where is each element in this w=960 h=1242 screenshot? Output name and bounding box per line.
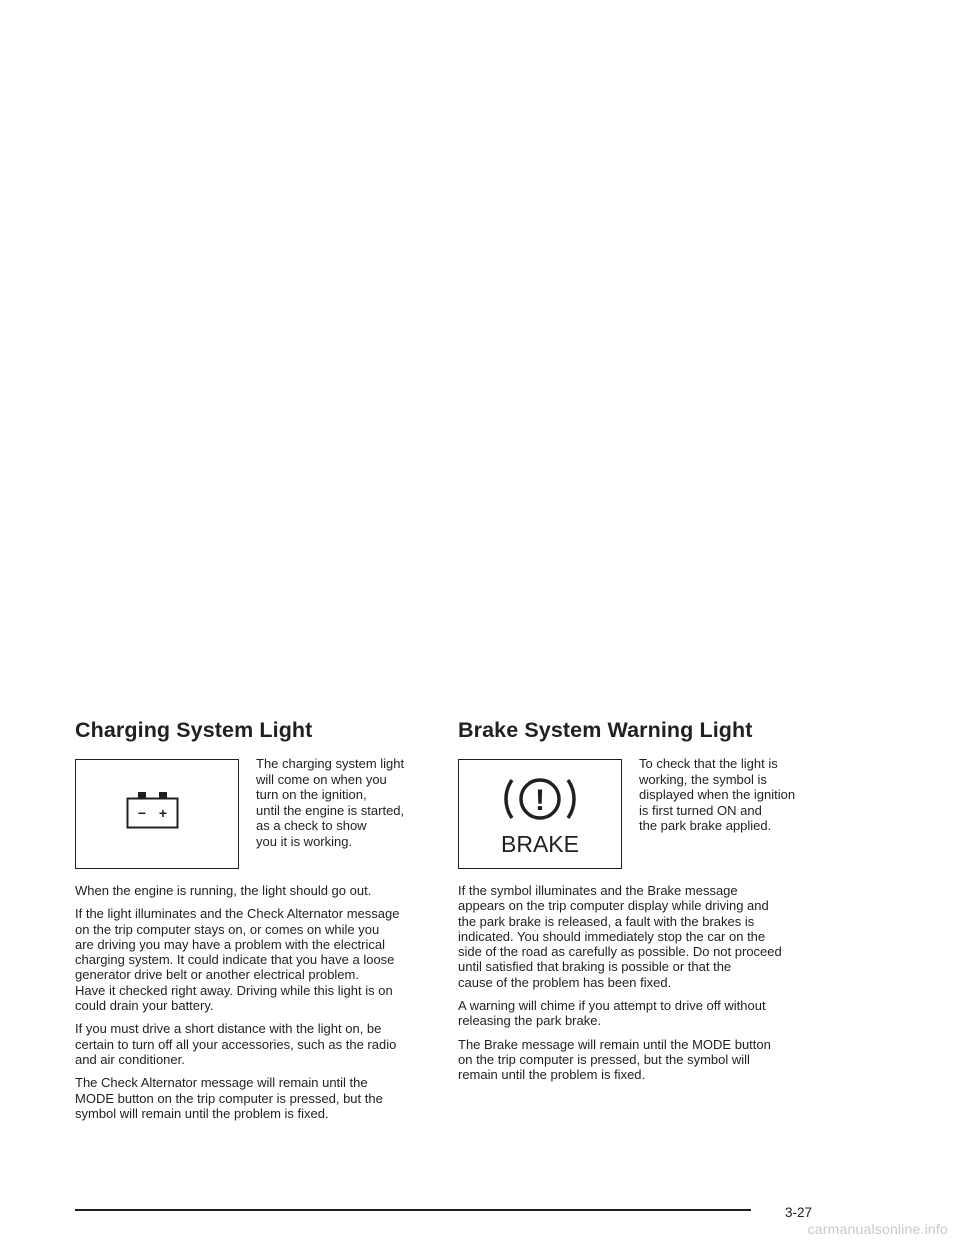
- battery-minus-sign: −: [137, 805, 147, 821]
- brake-system-section: [458, 716, 818, 1091]
- charging-intro: [75, 756, 435, 869]
- text-line: as a check to show: [256, 818, 367, 834]
- text-line: symbol will remain until the problem is fixed.: [75, 1105, 329, 1121]
- brake-paragraph-3: [458, 1037, 818, 1083]
- text-line: certain to turn off all your accessories, such as the radio: [75, 1036, 397, 1052]
- brake-intro: [458, 756, 818, 869]
- charging-icon-frame: [75, 759, 239, 869]
- brake-paragraph-1: [458, 883, 818, 990]
- text-line: you it is working.: [256, 833, 353, 849]
- charging-paragraph-1: [75, 883, 435, 898]
- charging-intro-text: [256, 756, 435, 850]
- text-line: The charging system light: [256, 756, 405, 771]
- watermark-link[interactable]: carmanualsonline.info: [807, 1221, 948, 1237]
- text-line: until satisfied that braking is possible or that the: [458, 959, 732, 975]
- charging-system-heading: Charging System Light: [75, 718, 313, 742]
- brake-system-heading: Brake System Warning Light: [458, 718, 753, 742]
- charging-paragraph-3: [75, 1021, 435, 1067]
- text-line: displayed when the ignition: [639, 787, 796, 803]
- brake-label-text: BRAKE: [501, 831, 579, 857]
- charging-system-section: [75, 716, 435, 1129]
- text-line: the park brake is released, a fault with the brakes is: [458, 913, 755, 929]
- text-line: until the engine is started,: [256, 802, 405, 818]
- text-line: When the engine is running, the light should go out.: [75, 883, 372, 898]
- text-line: will come on when you: [256, 771, 387, 787]
- text-line: The Check Alternator message will remain until the: [75, 1075, 368, 1091]
- charging-paragraph-4: [75, 1075, 435, 1121]
- battery-plus-sign: +: [158, 805, 168, 821]
- footer-rule: [75, 1209, 751, 1211]
- brake-paragraph-2: [458, 998, 818, 1029]
- brake-warning-icon: [490, 766, 590, 862]
- text-line: is first turned ON and: [639, 802, 762, 818]
- battery-icon: [125, 788, 189, 840]
- text-line: the park brake applied.: [639, 818, 772, 834]
- text-line: on the trip computer stays on, or comes on while you: [75, 921, 380, 937]
- text-line: appears on the trip computer display while driving and: [458, 898, 769, 914]
- text-line: A warning will chime if you attempt to drive off without: [458, 998, 766, 1014]
- text-line: To check that the light is: [639, 756, 778, 771]
- text-line: indicated. You should immediately stop the car on the: [458, 928, 766, 944]
- text-line: If you must drive a short distance with the light on, be: [75, 1021, 382, 1037]
- page-number: 3-27: [785, 1205, 813, 1220]
- brake-intro-text: [639, 756, 818, 834]
- text-line: The Brake message will remain until the MODE button: [458, 1036, 771, 1052]
- exclamation-mark: !: [535, 784, 545, 817]
- brake-icon-frame: [458, 759, 622, 869]
- text-line: If the symbol illuminates and the Brake message: [458, 883, 738, 898]
- text-line: on the trip computer is pressed, but the symbol will: [458, 1051, 750, 1067]
- text-line: could drain your battery.: [75, 998, 214, 1014]
- text-line: are driving you may have a problem with the electrical: [75, 936, 385, 952]
- text-line: releasing the park brake.: [458, 1013, 602, 1029]
- text-line: generator drive belt or another electrical problem.: [75, 967, 359, 983]
- text-line: If the light illuminates and the Check Alternator message: [75, 906, 400, 922]
- text-line: Have it checked right away. Driving while this light is on: [75, 982, 393, 998]
- text-line: MODE button on the trip computer is pressed, but the: [75, 1090, 383, 1106]
- text-line: and air conditioner.: [75, 1051, 185, 1067]
- text-line: charging system. It could indicate that you have a loose: [75, 952, 395, 968]
- text-line: cause of the problem has been fixed.: [458, 974, 672, 990]
- text-line: side of the road as carefully as possible. Do not proceed: [458, 944, 782, 960]
- charging-paragraph-2: [75, 906, 435, 1013]
- text-line: remain until the problem is fixed.: [458, 1067, 646, 1083]
- text-line: turn on the ignition,: [256, 787, 367, 803]
- text-line: working, the symbol is: [639, 771, 767, 787]
